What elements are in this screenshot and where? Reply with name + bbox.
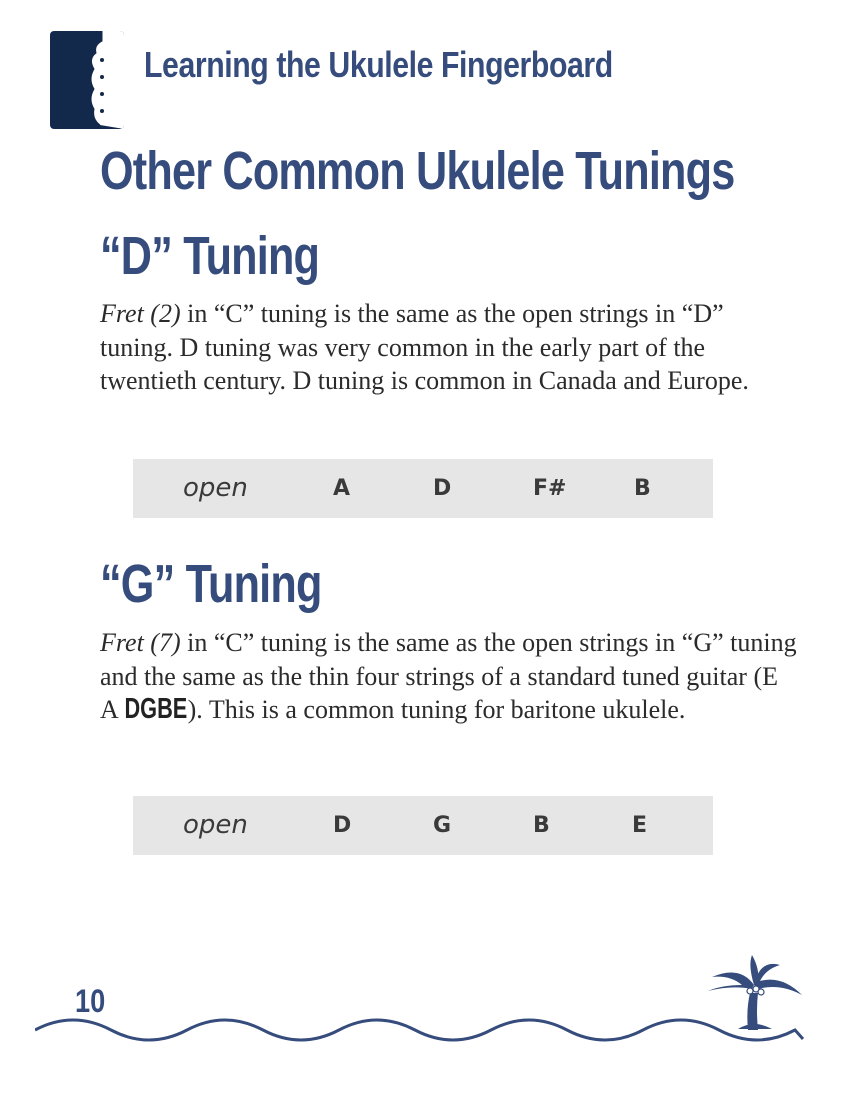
fret-label: Fret (7) [100,628,181,657]
d-tuning-text: in “C” tuning is the same as the open strings in “D” tuning. D tuning was very common in the early part of the twentieth century. D tuning is common in Canada and Europe. [100,299,749,395]
g-tuning-text-end: ). This is a common tuning for baritone ukulele. [187,695,686,724]
g-tuning-text: in “C” tuning is the same as the open strings in “G” tuning and the same as the thin four strings of a standard tuned guitar (E A [100,628,797,724]
open-label: open [183,810,248,840]
guitar-notes: DGBE [124,693,188,725]
string-note: D [433,476,452,501]
d-tuning-bar [133,459,713,518]
section-title-g-tuning: “G” Tuning [100,554,322,614]
section-title-d-tuning: “D” Tuning [100,226,320,286]
string-note: A [333,476,351,501]
g-tuning-paragraph [100,626,800,727]
string-note: F# [533,476,567,501]
d-tuning-paragraph [100,297,800,398]
string-note: B [634,476,651,501]
wave-decoration [35,1015,805,1055]
string-note: D [333,813,352,838]
palm-tree-icon [702,955,807,1035]
ukulele-headstock-icon [50,31,124,129]
page-title: Other Common Ukulele Tunings [100,141,735,201]
string-note: G [433,813,452,838]
string-note: B [533,813,550,838]
g-tuning-bar [133,796,713,855]
page-number: 10 [75,983,106,1019]
open-label: open [183,473,248,503]
string-note: E [632,813,648,838]
header-title: Learning the Ukulele Fingerboard [144,44,613,85]
fret-label: Fret (2) [100,299,181,328]
